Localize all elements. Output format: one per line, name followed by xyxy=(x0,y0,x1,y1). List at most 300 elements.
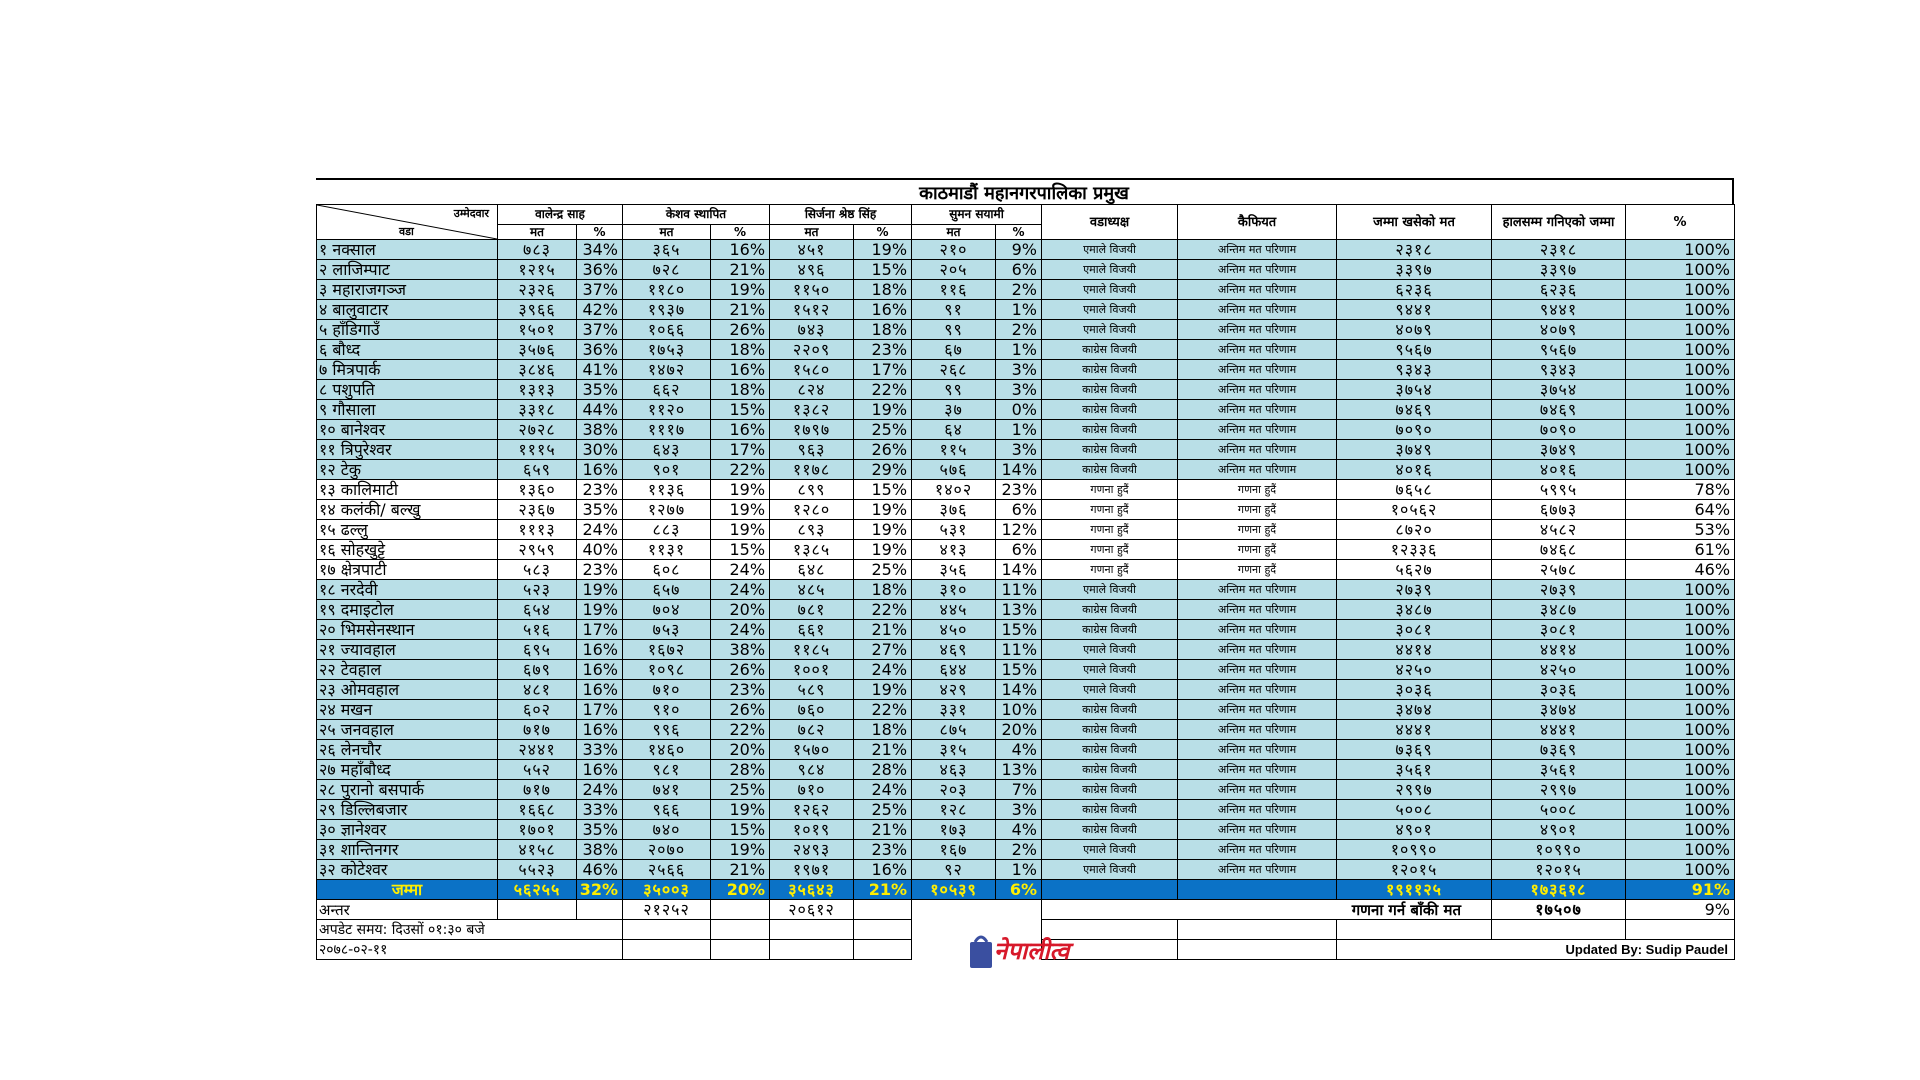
c1-votes: ३८४६ xyxy=(498,360,577,380)
c2-votes: ७१० xyxy=(623,680,711,700)
c2-votes: १४७२ xyxy=(623,360,711,380)
c4-votes: ६७ xyxy=(912,340,996,360)
c1-votes: ७१७ xyxy=(498,780,577,800)
count-percent: 100% xyxy=(1626,460,1735,480)
c3-votes: १२८० xyxy=(770,500,854,520)
count-percent: 64% xyxy=(1626,500,1735,520)
c3-pct: 15% xyxy=(854,480,912,500)
c1-pct: 17% xyxy=(577,700,623,720)
counted-votes: २९९७ xyxy=(1492,780,1626,800)
table-row xyxy=(317,840,1735,860)
count-percent: 100% xyxy=(1626,260,1735,280)
count-percent: 100% xyxy=(1626,620,1735,640)
c3-votes: ६६१ xyxy=(770,620,854,640)
c1-pct: 16% xyxy=(577,460,623,480)
c4-votes: २०३ xyxy=(912,780,996,800)
vote-subheader: मत xyxy=(770,225,854,240)
total-cast: २३१८ xyxy=(1337,240,1492,260)
counted-votes: २३१८ xyxy=(1492,240,1626,260)
c1-votes: २३२६ xyxy=(498,280,577,300)
c4-pct: 13% xyxy=(996,760,1042,780)
ward-chair-result: एमाले विजयी xyxy=(1042,640,1178,660)
remark: गणना हुदैं xyxy=(1178,520,1337,540)
remark: अन्तिम मत परिणाम xyxy=(1178,300,1337,320)
update-time: अपडेट समय: दिउसों ०१:३० बजे xyxy=(317,920,623,940)
bag-icon xyxy=(966,932,996,972)
remark: अन्तिम मत परिणाम xyxy=(1178,780,1337,800)
c2-votes: ११२० xyxy=(623,400,711,420)
ward-name: १५ ढल्लु xyxy=(317,520,498,540)
ward-name: ३१ शान्तिनगर xyxy=(317,840,498,860)
c4-votes: १६७ xyxy=(912,840,996,860)
total-percent: 91% xyxy=(1626,880,1735,900)
c2-pct: 28% xyxy=(711,760,770,780)
total-empty-cell xyxy=(1042,880,1178,900)
c3-pct: 24% xyxy=(854,780,912,800)
c2-pct: 19% xyxy=(711,800,770,820)
c3-votes: ८९३ xyxy=(770,520,854,540)
ward-chair-result: गणना हुदैं xyxy=(1042,540,1178,560)
c2-pct: 25% xyxy=(711,780,770,800)
c1-votes: ६५४ xyxy=(498,600,577,620)
pct-subheader: % xyxy=(996,225,1042,240)
c2-pct: 19% xyxy=(711,500,770,520)
ward-name: २३ ओमवहाल xyxy=(317,680,498,700)
table-row xyxy=(317,800,1735,820)
counted-votes: ६७७३ xyxy=(1492,500,1626,520)
ward-name: ५ हाँडिगाउँ xyxy=(317,320,498,340)
c1-votes: १५०१ xyxy=(498,320,577,340)
total-c3-pct: 21% xyxy=(854,880,912,900)
table-row xyxy=(317,480,1735,500)
c2-votes: १७५३ xyxy=(623,340,711,360)
table-row xyxy=(317,540,1735,560)
c3-votes: १५८० xyxy=(770,360,854,380)
ward-chair-result: एमाले विजयी xyxy=(1042,320,1178,340)
c1-pct: 37% xyxy=(577,280,623,300)
c4-votes: ३१० xyxy=(912,580,996,600)
c4-votes: ३५६ xyxy=(912,560,996,580)
table-row xyxy=(317,280,1735,300)
c1-votes: ३३१८ xyxy=(498,400,577,420)
ward-chair-result: गणना हुदैं xyxy=(1042,500,1178,520)
c3-votes: १५७० xyxy=(770,740,854,760)
counted-votes: ४४१४ xyxy=(1492,640,1626,660)
percent-header: % xyxy=(1626,205,1735,240)
count-percent: 100% xyxy=(1626,280,1735,300)
c3-pct: 16% xyxy=(854,300,912,320)
c1-pct: 24% xyxy=(577,780,623,800)
c4-pct: 11% xyxy=(996,580,1042,600)
remarks-header: कैफियत xyxy=(1178,205,1337,240)
c3-pct: 19% xyxy=(854,680,912,700)
ward-chair-result: एमाले विजयी xyxy=(1042,680,1178,700)
c3-pct: 22% xyxy=(854,600,912,620)
c3-pct: 15% xyxy=(854,260,912,280)
c1-pct: 37% xyxy=(577,320,623,340)
c1-votes: ६५९ xyxy=(498,460,577,480)
c2-votes: ७४१ xyxy=(623,780,711,800)
c2-pct: 16% xyxy=(711,240,770,260)
c2-pct: 24% xyxy=(711,560,770,580)
c1-pct: 16% xyxy=(577,640,623,660)
table-row xyxy=(317,700,1735,720)
c2-pct: 15% xyxy=(711,820,770,840)
c2-pct: 26% xyxy=(711,320,770,340)
c3-pct: 25% xyxy=(854,420,912,440)
c3-pct: 18% xyxy=(854,320,912,340)
c1-pct: 44% xyxy=(577,400,623,420)
ward-name: १२ टेकु xyxy=(317,460,498,480)
remark: अन्तिम मत परिणाम xyxy=(1178,840,1337,860)
total-cast: ६२३६ xyxy=(1337,280,1492,300)
remark: गणना हुदैं xyxy=(1178,540,1337,560)
c4-pct: 6% xyxy=(996,260,1042,280)
c1-pct: 16% xyxy=(577,760,623,780)
c4-pct: 4% xyxy=(996,740,1042,760)
table-row xyxy=(317,860,1735,880)
c1-pct: 33% xyxy=(577,740,623,760)
difference-c2: २१२५२ xyxy=(623,900,711,920)
count-percent: 100% xyxy=(1626,820,1735,840)
c4-pct: 15% xyxy=(996,660,1042,680)
c2-pct: 21% xyxy=(711,860,770,880)
c3-votes: ७४३ xyxy=(770,320,854,340)
ward-name: ८ पशुपति xyxy=(317,380,498,400)
remaining-percent: 9% xyxy=(1626,900,1735,920)
total-cast: १०९९० xyxy=(1337,840,1492,860)
c2-votes: ९०१ xyxy=(623,460,711,480)
c4-pct: 14% xyxy=(996,460,1042,480)
count-percent: 100% xyxy=(1626,800,1735,820)
update-date: २०७८-०२-११ xyxy=(317,940,623,960)
c1-pct: 33% xyxy=(577,800,623,820)
c4-pct: 13% xyxy=(996,600,1042,620)
c4-votes: ९१ xyxy=(912,300,996,320)
c2-votes: ६५७ xyxy=(623,580,711,600)
c1-pct: 38% xyxy=(577,420,623,440)
corner-candidate-label: उम्मेदवार xyxy=(453,207,489,220)
ward-chair-header: वडाध्यक्ष xyxy=(1042,205,1178,240)
candidate-header: केशव स्थापित xyxy=(623,205,770,225)
c3-pct: 19% xyxy=(854,500,912,520)
count-percent: 100% xyxy=(1626,840,1735,860)
ward-chair-result: काग्रेस विजयी xyxy=(1042,360,1178,380)
c1-votes: १११३ xyxy=(498,520,577,540)
ward-chair-result: काग्रेस विजयी xyxy=(1042,820,1178,840)
ward-chair-result: एमाले विजयी xyxy=(1042,840,1178,860)
remark: अन्तिम मत परिणाम xyxy=(1178,600,1337,620)
count-percent: 100% xyxy=(1626,640,1735,660)
c4-pct: 3% xyxy=(996,800,1042,820)
table-row xyxy=(317,240,1735,260)
c3-votes: ११७८ xyxy=(770,460,854,480)
total-cast: ७६५८ xyxy=(1337,480,1492,500)
c4-votes: ५७६ xyxy=(912,460,996,480)
c2-pct: 21% xyxy=(711,300,770,320)
table-row xyxy=(317,400,1735,420)
c2-votes: ८८३ xyxy=(623,520,711,540)
count-percent: 100% xyxy=(1626,760,1735,780)
counted-votes: ३४८७ xyxy=(1492,600,1626,620)
c1-votes: २३६७ xyxy=(498,500,577,520)
c3-votes: १५१२ xyxy=(770,300,854,320)
empty-cell xyxy=(1337,920,1492,940)
sheet-title-bar xyxy=(316,178,1734,204)
c4-votes: ९९ xyxy=(912,320,996,340)
total-c2-votes: ३५००३ xyxy=(623,880,711,900)
count-percent: 100% xyxy=(1626,780,1735,800)
c4-pct: 14% xyxy=(996,680,1042,700)
counted-votes: ५९९५ xyxy=(1492,480,1626,500)
remark: अन्तिम मत परिणाम xyxy=(1178,360,1337,380)
count-percent: 53% xyxy=(1626,520,1735,540)
count-percent: 100% xyxy=(1626,300,1735,320)
total-cast: ९५६७ xyxy=(1337,340,1492,360)
c3-pct: 22% xyxy=(854,700,912,720)
ward-name: २९ डिल्लिबजार xyxy=(317,800,498,820)
ward-name: ६ बौध्द xyxy=(317,340,498,360)
c4-pct: 7% xyxy=(996,780,1042,800)
remark: अन्तिम मत परिणाम xyxy=(1178,800,1337,820)
total-cast: ७०९० xyxy=(1337,420,1492,440)
count-percent: 100% xyxy=(1626,240,1735,260)
c4-pct: 23% xyxy=(996,480,1042,500)
table-row xyxy=(317,660,1735,680)
c2-votes: ११३१ xyxy=(623,540,711,560)
c1-votes: ५५२ xyxy=(498,760,577,780)
c3-pct: 19% xyxy=(854,520,912,540)
c1-pct: 40% xyxy=(577,540,623,560)
c1-votes: ३५७६ xyxy=(498,340,577,360)
empty-cell xyxy=(1626,920,1735,940)
ward-chair-result: एमाले विजयी xyxy=(1042,280,1178,300)
c2-pct: 24% xyxy=(711,580,770,600)
table-row xyxy=(317,500,1735,520)
counted-votes: ३०३६ xyxy=(1492,680,1626,700)
ward-chair-result: काग्रेस विजयी xyxy=(1042,720,1178,740)
c4-votes: ४४५ xyxy=(912,600,996,620)
ward-name: १९ दमाइटोल xyxy=(317,600,498,620)
remark: अन्तिम मत परिणाम xyxy=(1178,280,1337,300)
c2-votes: ७४० xyxy=(623,820,711,840)
ward-name: २२ टेवहाल xyxy=(317,660,498,680)
c3-pct: 23% xyxy=(854,340,912,360)
c1-pct: 42% xyxy=(577,300,623,320)
c3-votes: ५८९ xyxy=(770,680,854,700)
c3-pct: 19% xyxy=(854,400,912,420)
c4-pct: 4% xyxy=(996,820,1042,840)
candidate-header: वालेन्द्र साह xyxy=(498,205,623,225)
count-percent: 100% xyxy=(1626,440,1735,460)
empty-cell xyxy=(854,900,912,920)
counted-votes: ४४४१ xyxy=(1492,720,1626,740)
c1-votes: ५२३ xyxy=(498,580,577,600)
c3-pct: 24% xyxy=(854,660,912,680)
remark: अन्तिम मत परिणाम xyxy=(1178,440,1337,460)
c4-votes: १२८ xyxy=(912,800,996,820)
c2-pct: 15% xyxy=(711,540,770,560)
c4-pct: 6% xyxy=(996,500,1042,520)
counted-votes: ९५६७ xyxy=(1492,340,1626,360)
c3-pct: 25% xyxy=(854,560,912,580)
count-percent: 100% xyxy=(1626,600,1735,620)
total-cast: ३०३६ xyxy=(1337,680,1492,700)
c3-pct: 23% xyxy=(854,840,912,860)
remaining-votes: १७५०७ xyxy=(1492,900,1626,920)
c4-votes: ९९ xyxy=(912,380,996,400)
corner-ward-label: वडा xyxy=(399,225,414,238)
c1-votes: १७०१ xyxy=(498,820,577,840)
c4-votes: ३३१ xyxy=(912,700,996,720)
ward-name: ७ मित्रपार्क xyxy=(317,360,498,380)
counted-votes: ९४४१ xyxy=(1492,300,1626,320)
ward-chair-result: गणना हुदैं xyxy=(1042,520,1178,540)
c4-pct: 14% xyxy=(996,560,1042,580)
total-counted-votes: १७३६१८ xyxy=(1492,880,1626,900)
ward-chair-result: एमाले विजयी xyxy=(1042,300,1178,320)
total-cast: ३०८१ xyxy=(1337,620,1492,640)
c4-pct: 3% xyxy=(996,360,1042,380)
table-row xyxy=(317,560,1735,580)
difference-c3: २०६१२ xyxy=(770,900,854,920)
counted-votes: ७४६९ xyxy=(1492,400,1626,420)
candidate-header: सिर्जना श्रेष्ठ सिंह xyxy=(770,205,912,225)
total-c2-pct: 20% xyxy=(711,880,770,900)
c4-pct: 1% xyxy=(996,340,1042,360)
c4-votes: २१० xyxy=(912,240,996,260)
c4-votes: १४०२ xyxy=(912,480,996,500)
remark: गणना हुदैं xyxy=(1178,560,1337,580)
c4-votes: ६४ xyxy=(912,420,996,440)
total-empty-cell xyxy=(1178,880,1337,900)
c4-pct: 1% xyxy=(996,300,1042,320)
c1-pct: 23% xyxy=(577,560,623,580)
ward-chair-result: एमाले विजयी xyxy=(1042,260,1178,280)
c4-pct: 12% xyxy=(996,520,1042,540)
total-c4-pct: 6% xyxy=(996,880,1042,900)
c1-votes: ३९६६ xyxy=(498,300,577,320)
table-row xyxy=(317,300,1735,320)
count-percent: 100% xyxy=(1626,720,1735,740)
c3-pct: 21% xyxy=(854,820,912,840)
remark: गणना हुदैं xyxy=(1178,500,1337,520)
c2-votes: ९९६ xyxy=(623,720,711,740)
remark: अन्तिम मत परिणाम xyxy=(1178,340,1337,360)
c2-pct: 19% xyxy=(711,280,770,300)
remark: अन्तिम मत परिणाम xyxy=(1178,260,1337,280)
c3-pct: 21% xyxy=(854,740,912,760)
c1-votes: १६६८ xyxy=(498,800,577,820)
remark: अन्तिम मत परिणाम xyxy=(1178,740,1337,760)
counted-votes: ७३६९ xyxy=(1492,740,1626,760)
ward-name: ११ त्रिपुरेश्वर xyxy=(317,440,498,460)
counted-votes: ४९०१ xyxy=(1492,820,1626,840)
logo-text: नेपालीत्व xyxy=(994,937,1070,965)
ward-name: २० भिमसेनस्थान xyxy=(317,620,498,640)
total-c4-votes: १०५३९ xyxy=(912,880,996,900)
c2-pct: 15% xyxy=(711,400,770,420)
c4-votes: २०५ xyxy=(912,260,996,280)
ward-name: ३२ कोटेश्वर xyxy=(317,860,498,880)
remark: अन्तिम मत परिणाम xyxy=(1178,720,1337,740)
c4-votes: ६४४ xyxy=(912,660,996,680)
c3-pct: 18% xyxy=(854,580,912,600)
pct-subheader: % xyxy=(711,225,770,240)
c2-pct: 21% xyxy=(711,260,770,280)
empty-cell xyxy=(711,940,770,960)
c1-pct: 36% xyxy=(577,260,623,280)
c2-votes: १६७२ xyxy=(623,640,711,660)
c3-votes: १९७१ xyxy=(770,860,854,880)
total-cast: १०५६२ xyxy=(1337,500,1492,520)
sheet-title: काठमाडौं महानगरपालिका प्रमुख xyxy=(919,183,1129,204)
c2-votes: १०९८ xyxy=(623,660,711,680)
empty-cell xyxy=(770,920,854,940)
total-cast: ९३४३ xyxy=(1337,360,1492,380)
remark: अन्तिम मत परिणाम xyxy=(1178,460,1337,480)
c1-pct: 19% xyxy=(577,580,623,600)
c4-votes: २६८ xyxy=(912,360,996,380)
c4-votes: १७३ xyxy=(912,820,996,840)
ward-name: १ नक्साल xyxy=(317,240,498,260)
c3-votes: २२०९ xyxy=(770,340,854,360)
c1-votes: २९५९ xyxy=(498,540,577,560)
c4-votes: ५३१ xyxy=(912,520,996,540)
corner-header xyxy=(317,205,498,240)
count-percent: 100% xyxy=(1626,360,1735,380)
empty-cell xyxy=(1178,940,1337,960)
remark: अन्तिम मत परिणाम xyxy=(1178,400,1337,420)
c1-votes: ४१५८ xyxy=(498,840,577,860)
c1-pct: 35% xyxy=(577,380,623,400)
c2-votes: ६०८ xyxy=(623,560,711,580)
ward-chair-result: काग्रेस विजयी xyxy=(1042,380,1178,400)
c3-pct: 29% xyxy=(854,460,912,480)
total-cast: १२०१५ xyxy=(1337,860,1492,880)
c2-pct: 23% xyxy=(711,680,770,700)
c1-pct: 46% xyxy=(577,860,623,880)
total-cast: १२३३६ xyxy=(1337,540,1492,560)
c3-pct: 26% xyxy=(854,440,912,460)
c1-votes: २४४१ xyxy=(498,740,577,760)
empty-cell xyxy=(623,920,711,940)
total-cast: ४२५० xyxy=(1337,660,1492,680)
total-cast: ४४४१ xyxy=(1337,720,1492,740)
total-cast: ४०७९ xyxy=(1337,320,1492,340)
remark: अन्तिम मत परिणाम xyxy=(1178,420,1337,440)
c1-votes: ६०२ xyxy=(498,700,577,720)
c1-pct: 19% xyxy=(577,600,623,620)
table-row xyxy=(317,620,1735,640)
c4-votes: ११६ xyxy=(912,280,996,300)
c3-votes: ४५१ xyxy=(770,240,854,260)
c1-votes: ५१६ xyxy=(498,620,577,640)
c3-pct: 18% xyxy=(854,720,912,740)
c4-pct: 1% xyxy=(996,860,1042,880)
total-cast: ३७५४ xyxy=(1337,380,1492,400)
c1-votes: ५५२३ xyxy=(498,860,577,880)
c3-pct: 21% xyxy=(854,620,912,640)
ward-name: २१ ज्यावहाल xyxy=(317,640,498,660)
counted-votes: ३७५४ xyxy=(1492,380,1626,400)
c2-pct: 19% xyxy=(711,520,770,540)
remark: अन्तिम मत परिणाम xyxy=(1178,700,1337,720)
count-percent: 100% xyxy=(1626,340,1735,360)
c3-votes: १३८२ xyxy=(770,400,854,420)
total-cast: ३४७४ xyxy=(1337,700,1492,720)
table-row xyxy=(317,440,1735,460)
